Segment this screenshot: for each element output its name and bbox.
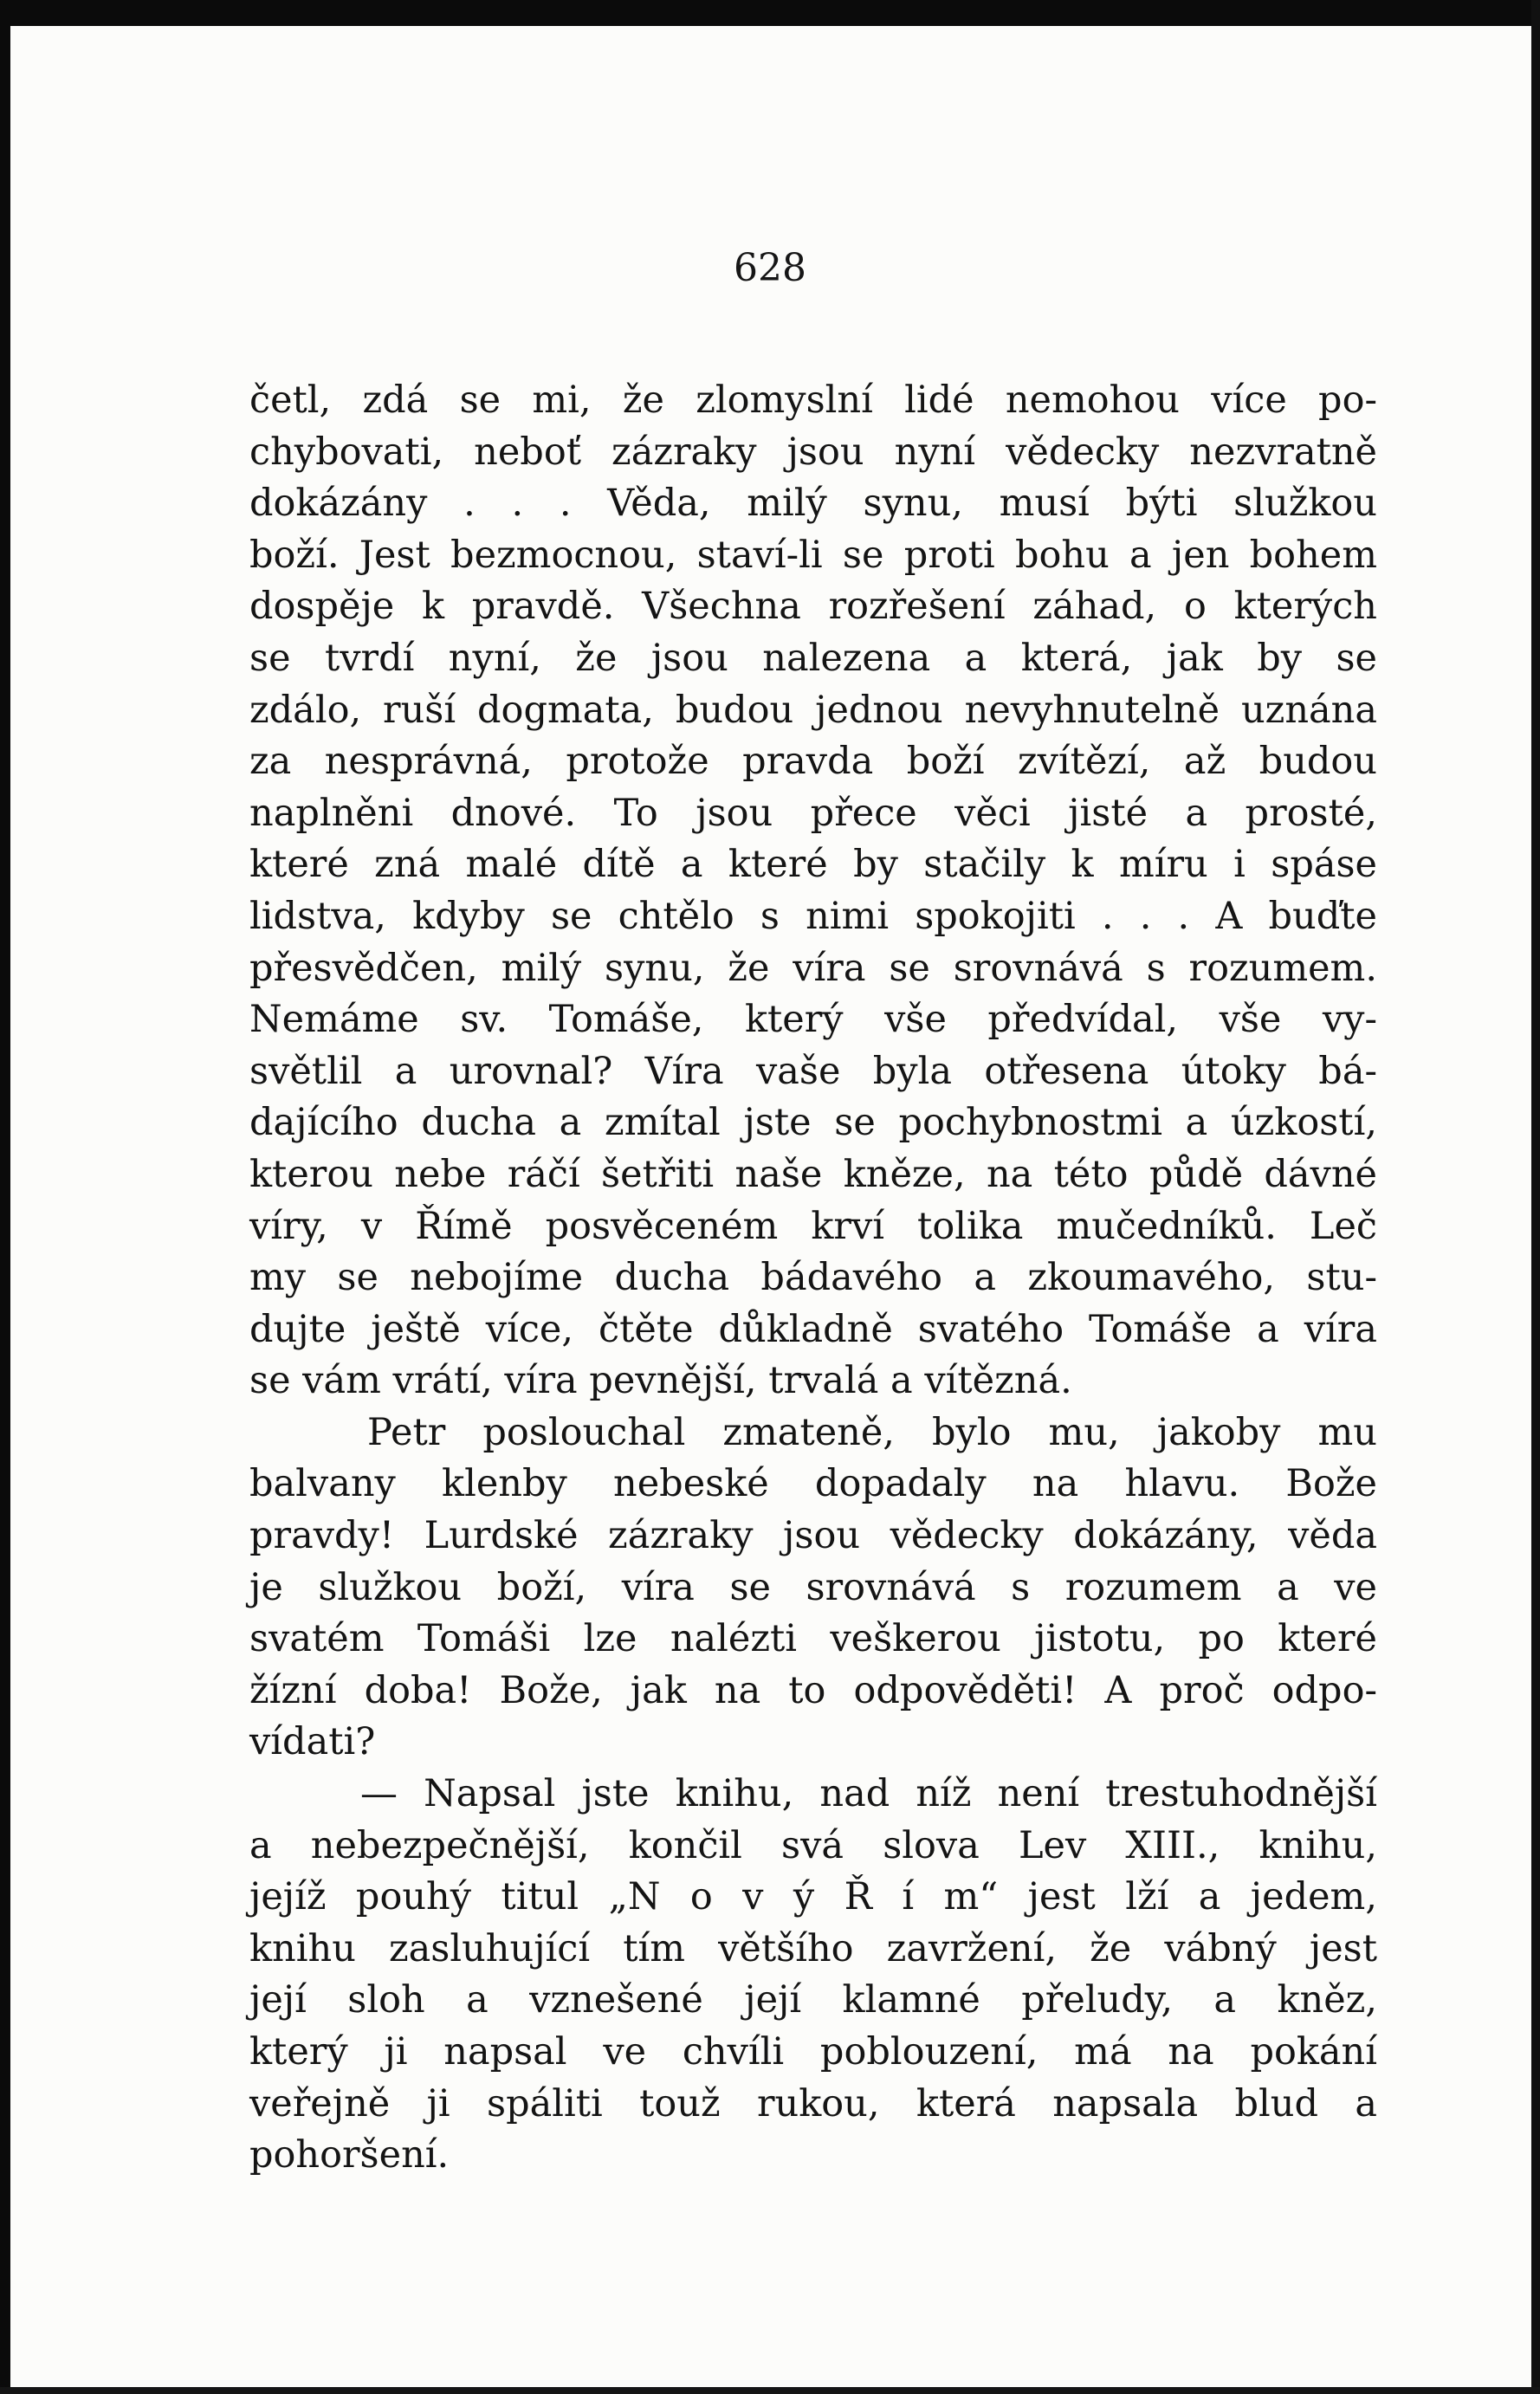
paragraph-start-line: Petr poslouchal zmateně, bylo mu, jakoby mu <box>367 1410 1377 1454</box>
text-line: svatém Tomáši lze nalézti veškerou jistotu, po které <box>249 1617 1377 1661</box>
text-line: je služkou boží, víra se srovnává s rozumem a ve <box>249 1565 1377 1609</box>
text-line: který ji napsal ve chvíli poblouzení, má na pokání <box>249 2030 1377 2074</box>
text-line: dajícího ducha a zmítal jste se pochybnostmi a úzkostí, <box>249 1101 1377 1145</box>
text-line: kterou nebe ráčí šetřiti naše kněze, na této půdě dávné <box>249 1152 1377 1196</box>
text-line: žízní doba! Bože, jak na to odpověděti! A proč odpo- <box>249 1668 1377 1712</box>
text-line: dospěje k pravdě. Všechna rozřešení záhad, o kterých <box>249 585 1377 629</box>
text-line: dujte ještě více, čtěte důkladně svatého Tomáše a víra <box>249 1307 1377 1351</box>
text-line: my se nebojíme ducha bádavého a zkoumavého, stu- <box>249 1256 1377 1300</box>
scan-border-left <box>0 0 10 2394</box>
scan-border-bottom <box>0 2387 1540 2394</box>
text-line: světlil a urovnal? Víra vaše byla otřesena útoky bá- <box>249 1049 1377 1093</box>
paragraph-end-line: se vám vrátí, víra pevnější, trvalá a vítězná. <box>249 1359 1072 1403</box>
text-line: přesvědčen, milý synu, že víra se srovnává s rozumem. <box>249 946 1377 990</box>
text-line: Nemáme sv. Tomáše, který vše předvídal, vše vy- <box>249 998 1377 1042</box>
text-line: se tvrdí nyní, že jsou nalezena a která, jak by se <box>249 636 1377 680</box>
dialogue-start-line: — Napsal jste knihu, nad níž není trestuhodnější <box>360 1772 1377 1816</box>
paragraph-end-line: pohoršení. <box>249 2133 450 2177</box>
text-line: a nebezpečnější, končil svá slova Lev XIII., knihu, <box>249 1823 1377 1867</box>
text-line: lidstva, kdyby se chtělo s nimi spokojiti . . . A buďte <box>249 894 1377 938</box>
text-line: její sloh a vznešené její klamné přeludy, a kněz, <box>249 1978 1377 2022</box>
text-line: boží. Jest bezmocnou, staví-li se proti bohu a jen bohem <box>249 533 1377 577</box>
text-line: dokázány . . . Věda, milý synu, musí býti služkou <box>249 482 1377 526</box>
body-text <box>249 375 1377 2182</box>
scan-border-right <box>1531 0 1540 2394</box>
page-number: 628 <box>734 246 806 290</box>
text-line: četl, zdá se mi, že zlomyslní lidé nemohou více po- <box>249 379 1377 422</box>
text-line: za nesprávná, protože pravda boží zvítězí, až budou <box>249 740 1377 784</box>
scan-border-top <box>0 0 1540 26</box>
text-line: balvany klenby nebeské dopadaly na hlavu. Bože <box>249 1462 1377 1506</box>
paragraph-end-line: vídati? <box>249 1720 376 1764</box>
text-line: pravdy! Lurdské zázraky jsou vědecky dokázány, věda <box>249 1514 1377 1558</box>
text-line: naplněni dnové. To jsou přece věci jisté a prosté, <box>249 791 1377 835</box>
text-line: jejíž pouhý titul „N o v ý Ř í m“ jest lží a jedem, <box>249 1875 1377 1919</box>
text-line: víry, v Římě posvěceném krví tolika mučedníků. Leč <box>249 1204 1377 1248</box>
text-line: veřejně ji spáliti touž rukou, která napsala blud a <box>249 2081 1377 2125</box>
text-line: zdálo, ruší dogmata, budou jednou nevyhnutelně uznána <box>249 688 1377 732</box>
text-line: knihu zasluhující tím většího zavržení, že vábný jest <box>249 1926 1377 1970</box>
text-line: chybovati, neboť zázraky jsou nyní vědecky nezvratně <box>249 430 1377 474</box>
text-line: které zná malé dítě a které by stačily k míru i spáse <box>249 843 1377 887</box>
